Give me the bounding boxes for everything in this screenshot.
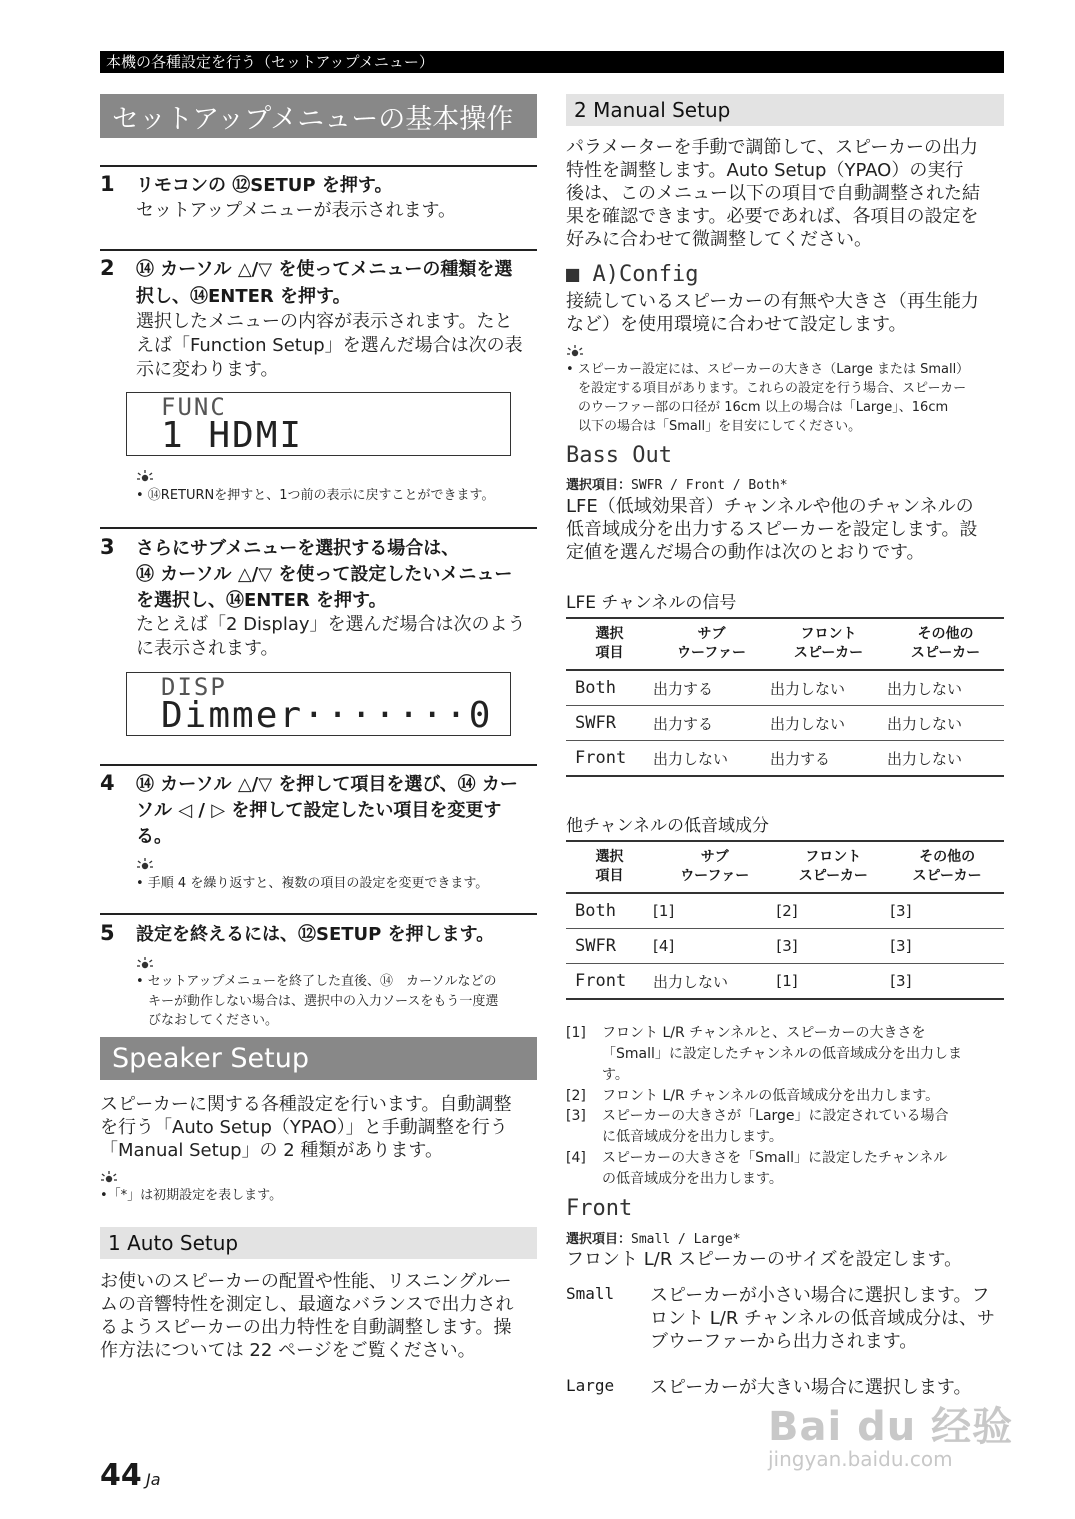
footnote-text: の低音域成分を出力します。 [602, 1171, 783, 1187]
table-cell: [2] [776, 893, 890, 929]
table-cell: SWFR [566, 706, 653, 741]
step-title: 設定を終えるには、⑫SETUP を押します。 [136, 924, 495, 945]
subsection-title-manual: 2 Manual Setup [566, 94, 1004, 126]
paragraph: ムの音響特性を測定し、最適なバランスで出力され [100, 1294, 514, 1315]
subsection-title-auto: 1 Auto Setup [100, 1227, 537, 1259]
option-label: 選択項目： [566, 1232, 632, 1247]
page-number: 44 [100, 1458, 142, 1493]
table-cell: Both [566, 670, 653, 706]
table-row [566, 929, 1004, 964]
table-caption: LFE チャンネルの信号 [566, 593, 737, 613]
table-header-line: その他の [919, 849, 976, 865]
tip-icon [137, 470, 153, 484]
paragraph: 特性を調整します。Auto Setup（YPAO）の実行 [566, 160, 964, 181]
paragraph: パラメーターを手動で調節して、スピーカーの出力 [566, 137, 979, 158]
paragraph: フロント L/R スピーカーのサイズを設定します。 [566, 1249, 963, 1270]
lfe-table [566, 617, 1004, 777]
paragraph: お使いのスピーカーの配置や性能、リスニングルー [100, 1271, 512, 1292]
table-header [770, 618, 887, 670]
table-row [566, 741, 1004, 777]
table-row [566, 706, 1004, 741]
table-header [653, 618, 770, 670]
bass-out-heading: Bass Out [566, 443, 672, 468]
tip-note: を設定する項目があります。これらの設定を行う場合、スピーカー [578, 381, 967, 396]
paragraph: 後は、このメニュー以下の項目で自動調整された結 [566, 183, 980, 204]
table-row [566, 893, 1004, 929]
option-key: Small [566, 1284, 615, 1303]
divider [100, 249, 537, 251]
footnote-text: に低音域成分を出力します。 [602, 1129, 783, 1145]
table-header [566, 618, 653, 670]
table-cell: 出力する [653, 706, 770, 741]
table-header-line: サブ [700, 849, 729, 865]
table-cell: 出力しない [887, 706, 1004, 741]
table-header-line: ウーファー [676, 645, 747, 661]
table-header-line: 選択 [595, 626, 624, 642]
table-header [566, 841, 653, 893]
table-cell: Front [566, 964, 653, 1000]
table-header-line: 項目 [595, 868, 624, 884]
divider [100, 165, 537, 167]
table-header [887, 618, 1004, 670]
paragraph: 接続しているスピーカーの有無や大きさ（再生能力 [566, 291, 979, 312]
tip-note: • ⑭RETURNを押すと、1つ前の表示に戻すことができます。 [136, 488, 495, 503]
step-body: 選択したメニューの内容が表示されます。たと [136, 311, 513, 332]
lcd-line-1: FUNC [161, 393, 227, 421]
tip-icon [101, 1171, 117, 1185]
step-number: 4 [100, 771, 115, 795]
option-label: 選択項目： [566, 478, 632, 493]
step-body: えば「Function Setup」を選んだ場合は次の表 [136, 335, 523, 356]
option-desc: スピーカーが小さい場合に選択します。フ [650, 1285, 990, 1306]
section-title-basic: セットアップメニューの基本操作 [100, 94, 537, 138]
table-cell: Front [566, 741, 653, 777]
option-line [566, 1228, 741, 1247]
tip-icon [137, 957, 153, 971]
table-caption: 他チャンネルの低音域成分 [566, 816, 769, 836]
step-title: ⑭ カーソル △/▽ を使ってメニューの種類を選 [136, 259, 513, 280]
option-key: Large [566, 1376, 615, 1395]
paragraph: 好みに合わせて微調整してください。 [566, 229, 872, 250]
step-title: る。 [136, 826, 172, 847]
tip-icon [137, 858, 153, 872]
table-cell: 出力しない [653, 741, 770, 777]
tip-note: キーが動作しない場合は、選択中の入力ソースをもう一度選 [148, 994, 499, 1009]
config-heading: ■ A)Config [566, 262, 699, 287]
table-header-line: その他の [917, 626, 974, 642]
paragraph: LFE（低域効果音）チャンネルや他のチャンネルの [566, 496, 974, 517]
table-cell: 出力する [653, 670, 770, 706]
footnote-text: フロント L/R チャンネルと、スピーカーの大きさを [602, 1025, 926, 1041]
footnote-key: [4] [566, 1150, 586, 1166]
table-cell: 出力しない [770, 706, 887, 741]
table-header [653, 841, 776, 893]
paragraph: 「Manual Setup」の 2 種類があります。 [100, 1140, 443, 1161]
step-title: 択し、⑭ENTER を押す。 [136, 286, 351, 307]
divider [100, 527, 537, 529]
table-cell: [3] [890, 964, 1004, 1000]
table-cell: 出力しない [770, 670, 887, 706]
table-row [566, 670, 1004, 706]
step-title: リモコンの ⑫SETUP を押す。 [136, 175, 393, 196]
step-title: ソル ◁ / ▷ を押して設定したい項目を変更す [136, 800, 502, 821]
table-cell: [1] [776, 964, 890, 1000]
footnote-key: [2] [566, 1088, 586, 1104]
option-desc: ロント L/R チャンネルの低音域成分は、サ [650, 1308, 995, 1329]
tip-note: びなおしてください。 [148, 1013, 279, 1028]
table-header-line: スピーカー [793, 645, 864, 661]
divider [100, 913, 537, 915]
paragraph: など）を使用環境に合わせて設定します。 [566, 314, 907, 335]
table-header-line: スピーカー [798, 868, 868, 884]
lcd-line-2: Dimmer·······0 [161, 695, 493, 736]
table-cell: [4] [653, 929, 776, 964]
option-values: SWFR / Front / Both* [631, 478, 788, 493]
step-number: 3 [100, 535, 115, 559]
step-title: さらにサブメニューを選択する場合は、 [136, 538, 460, 559]
table-cell: [3] [890, 929, 1004, 964]
table-cell: 出力しない [887, 741, 1004, 777]
tip-note: •「*」は初期設定を表します。 [100, 1188, 283, 1203]
section-title-speaker: Speaker Setup [100, 1037, 537, 1080]
footnote-text: スピーカーの大きさを「Small」に設定したチャンネル [602, 1150, 948, 1166]
watermark-url: jingyan.baidu.com [768, 1447, 953, 1471]
step-title: ⑭ カーソル △/▽ を押して項目を選び、⑭ カー [136, 774, 518, 795]
table-header-line: ウーファー [680, 868, 750, 884]
table-cell: 出力しない [887, 670, 1004, 706]
step-number: 5 [100, 921, 115, 945]
tip-note: • セットアップメニューを終了した直後、⑭ カーソルなどの [136, 974, 497, 989]
table-header-line: スピーカー [912, 868, 982, 884]
lcd-line-2: 1 HDMI [161, 415, 304, 456]
table-header [890, 841, 1004, 893]
step-body: 示に変わります。 [136, 359, 279, 380]
step-number: 2 [100, 256, 115, 280]
table-row [566, 964, 1004, 1000]
lcd-display-func [126, 392, 511, 456]
tip-note: 以下の場合は「Small」を目安にしてください。 [578, 419, 862, 434]
footnote-text: スピーカーの大きさが「Large」に設定されている場合 [602, 1108, 949, 1124]
front-heading: Front [566, 1196, 633, 1221]
table-cell: [3] [776, 929, 890, 964]
step-title: ⑭ カーソル △/▽ を使って設定したいメニュー [136, 564, 513, 585]
tip-icon [567, 345, 583, 359]
table-header-line: フロント [805, 849, 862, 865]
table-cell: 出力しない [653, 964, 776, 1000]
table-cell: SWFR [566, 929, 653, 964]
step-body: セットアップメニューが表示されます。 [136, 200, 457, 221]
option-values: Small / Large* [631, 1232, 741, 1247]
footnote-key: [3] [566, 1108, 586, 1124]
step-title: を選択し、⑭ENTER を押す。 [136, 590, 387, 611]
table-cell: [3] [890, 893, 1004, 929]
footnote-key: [1] [566, 1025, 586, 1041]
paragraph: 定値を選んだ場合の動作は次のとおりです。 [566, 542, 925, 563]
step-body: たとえば「2 Display」を選んだ場合は次のよう [136, 614, 526, 635]
paragraph: 果を確認できます。必要であれば、各項目の設定を [566, 206, 979, 227]
footnote-text: 「Small」に設定したチャンネルの低音域成分を出力しま [602, 1046, 963, 1062]
table-cell: Both [566, 893, 653, 929]
paragraph: 作方法については 22 ページをご覧ください。 [100, 1340, 476, 1361]
step-body: に表示されます。 [136, 638, 279, 659]
option-desc: スピーカーが大きい場合に選択します。 [650, 1377, 972, 1398]
table-header-line: サブ [697, 626, 726, 642]
lcd-display-disp [126, 672, 511, 736]
table-header-line: 選択 [595, 849, 624, 865]
tip-note: • 手順 4 を繰り返すと、複数の項目の設定を変更できます。 [136, 876, 489, 891]
watermark-logo: Bai du 经验 [768, 1404, 1014, 1450]
footnote-text: フロント L/R チャンネルの低音域成分を出力します。 [602, 1088, 940, 1104]
divider [100, 764, 537, 766]
table-cell: 出力する [770, 741, 887, 777]
step-number: 1 [100, 172, 115, 196]
bass-table [566, 840, 1004, 1000]
lcd-line-1: DISP [161, 673, 227, 701]
option-line [566, 474, 788, 493]
paragraph: るようスピーカーの出力特性を自動調整します。操 [100, 1317, 512, 1338]
paragraph: 低音域成分を出力するスピーカーを設定します。設 [566, 519, 978, 540]
footnote-text: す。 [602, 1067, 629, 1083]
paragraph: スピーカーに関する各種設定を行います。自動調整 [100, 1094, 512, 1115]
table-cell: [1] [653, 893, 776, 929]
table-header [776, 841, 890, 893]
paragraph: を行う「Auto Setup（YPAO）」と手動調整を行う [100, 1117, 508, 1138]
table-header-line: スピーカー [910, 645, 981, 661]
page-header: 本機の各種設定を行う（セットアップメニュー） [100, 51, 1004, 73]
option-desc: ブウーファーから出力されます。 [650, 1331, 918, 1352]
table-header-line: 項目 [595, 645, 624, 661]
tip-note: • スピーカー設定には、スピーカーの大きさ（Large または Small） [566, 362, 970, 377]
tip-note: のウーファー部の口径が 16cm 以上の場合は「Large」、16cm [578, 400, 949, 415]
table-header-line: フロント [800, 626, 857, 642]
page-language: Ja [146, 1470, 161, 1489]
